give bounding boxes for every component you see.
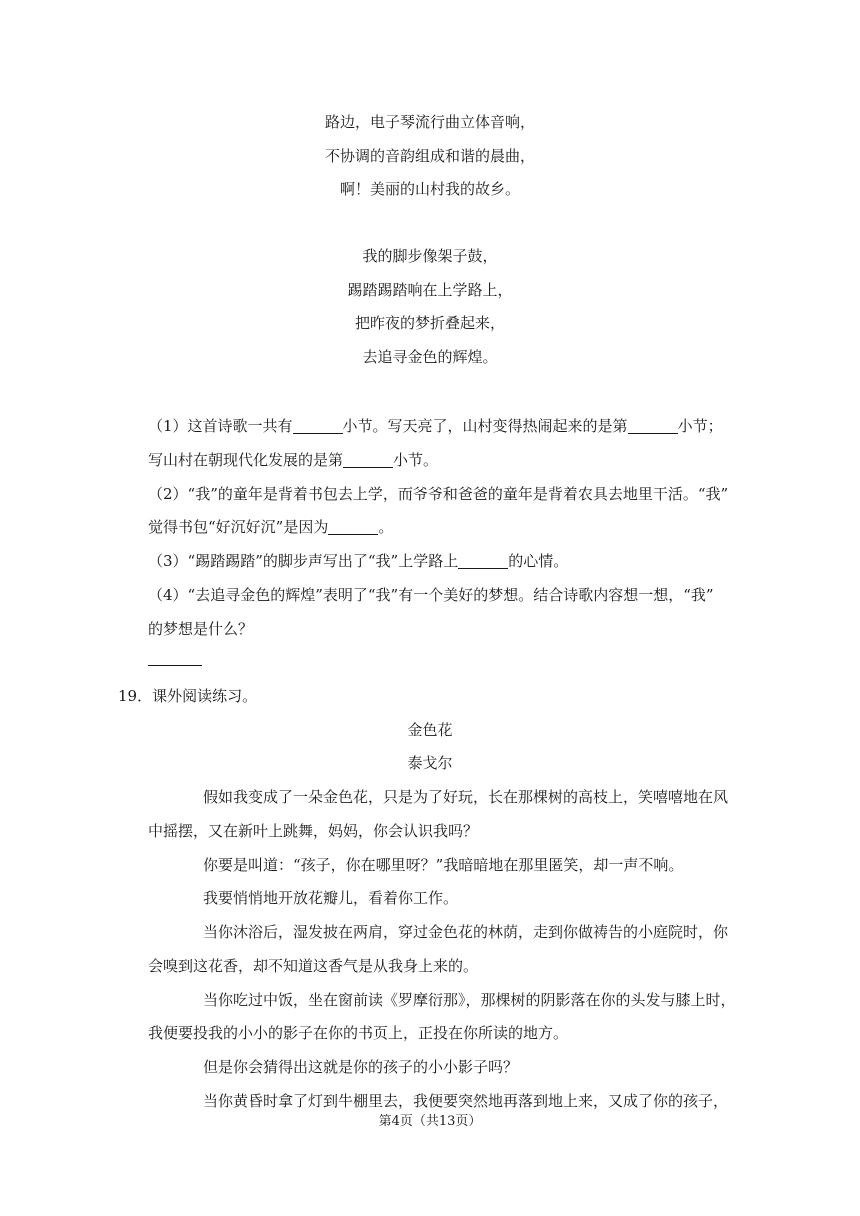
article-paragraph: 当你吃过中饭，坐在窗前读《罗摩衍那》，那棵树的阴影落在你的头发与膝上时， xyxy=(203,991,736,1009)
article-paragraph: 我便要投我的小小的影子在你的书页上，正投在你所读的地方。 xyxy=(148,1024,569,1042)
poem-line: 啊！美丽的山村我的故乡。 xyxy=(339,180,520,198)
question-4: （4）“去追寻金色的辉煌”表明了“我”有一个美好的梦想。结合诗歌内容想一想，“我” xyxy=(148,586,714,604)
question-text: 小节。 xyxy=(393,451,439,469)
question-1 xyxy=(148,416,723,436)
article-paragraph: 当你黄昏时拿了灯到牛棚里去，我便要突然地再落到地上来，又成了你的孩子， xyxy=(203,1092,729,1110)
question-text: （1）这首诗歌一共有 xyxy=(148,417,293,435)
question-3 xyxy=(148,551,568,571)
section-heading: 19．课外阅读练习。 xyxy=(118,687,258,705)
article-paragraph: 中摇摆，又在新叶上跳舞，妈妈，你会认识我吗？ xyxy=(148,822,479,840)
answer-blank[interactable] xyxy=(628,418,678,434)
poem-line: 踢踏踢踏响在上学路上， xyxy=(347,281,513,299)
question-2-cont xyxy=(148,517,393,537)
poem-line: 去追寻金色的辉煌。 xyxy=(362,348,498,366)
answer-blank[interactable] xyxy=(458,553,508,569)
answer-blank[interactable] xyxy=(343,452,393,468)
article-paragraph: 假如我变成了一朵金色花，只是为了好玩，长在那棵树的高枝上，笑嘻嘻地在风 xyxy=(203,788,729,806)
question-1-cont xyxy=(148,450,438,470)
article-paragraph: 你要是叫道：“孩子，你在哪里呀？”我暗暗地在那里匿笑，却一声不响。 xyxy=(203,856,684,874)
article-paragraph: 会嗅到这花香，却不知道这香气是从我身上来的。 xyxy=(148,957,479,975)
question-text: （3）“踢踏踢踏”的脚步声写出了“我”上学路上 xyxy=(148,552,459,570)
question-text: 觉得书包“好沉好沉”是因为 xyxy=(148,518,329,536)
article-paragraph: 我要悄悄地开放花瓣儿，看着你工作。 xyxy=(203,889,459,907)
poem-line: 我的脚步像架子鼓， xyxy=(362,247,498,265)
question-text: 。 xyxy=(378,518,394,536)
answer-blank[interactable] xyxy=(148,665,202,666)
poem-line: 路边，电子琴流行曲立体音响， xyxy=(324,113,535,131)
article-paragraph: 当你沐浴后，湿发披在两肩，穿过金色花的林荫，走到你做祷告的小庭院时，你 xyxy=(203,923,729,941)
question-4-cont: 的梦想是什么？ xyxy=(148,620,254,638)
poem-line: 把昨夜的梦折叠起来， xyxy=(354,314,505,332)
poem-line: 不协调的音韵组成和谐的晨曲， xyxy=(324,147,535,165)
question-2: （2）“我”的童年是背着书包去上学，而爷爷和爸爸的童年是背着农具去地里干活。“我” xyxy=(148,485,729,503)
article-author: 泰戈尔 xyxy=(407,754,453,772)
answer-blank[interactable] xyxy=(293,418,343,434)
page-footer: 第4页（共13页） xyxy=(378,1114,482,1129)
article-paragraph: 但是你会猜得出这就是你的孩子的小小影子吗？ xyxy=(203,1058,519,1076)
answer-blank[interactable] xyxy=(328,519,378,535)
question-text: 的心情。 xyxy=(508,552,569,570)
article-title: 金色花 xyxy=(407,721,453,739)
question-text: 小节。写天亮了，山村变得热闹起来的是第 xyxy=(342,417,628,435)
question-text: 小节； xyxy=(677,417,723,435)
question-text: 写山村在朝现代化发展的是第 xyxy=(148,451,344,469)
